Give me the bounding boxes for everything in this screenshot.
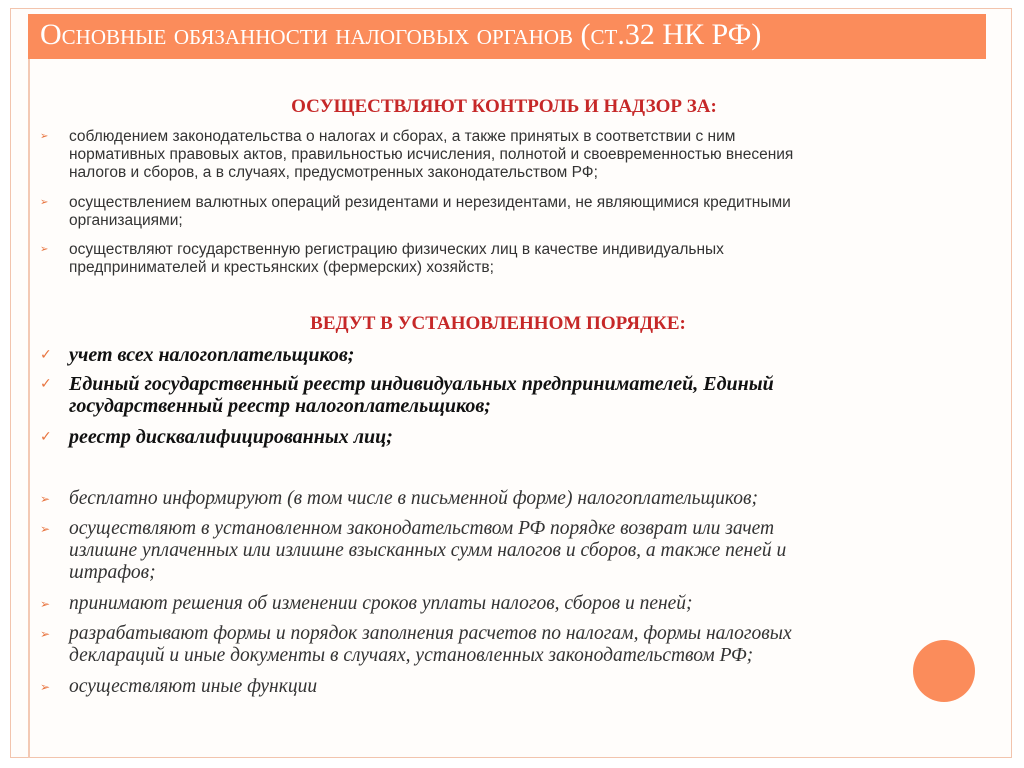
arrow-bullet-icon: ➢ (40, 522, 51, 536)
list-item-line: деклараций и иные документы в случаях, установленных законодательством РФ; (69, 645, 754, 666)
list-item-line: налогов и сборов, а в случаях, предусмотренных законодательством РФ; (69, 164, 598, 181)
list-item-line: реестр дисквалифицированных лиц; (69, 426, 393, 448)
arrow-bullet-icon: ➢ (40, 627, 51, 641)
arrow-bullet-icon: ➢ (40, 597, 51, 611)
list-item-line: бесплатно информируют (в том числе в письменной форме) налогоплательщиков; (69, 488, 759, 509)
list-item (69, 194, 949, 230)
list-item-line: осуществляют иные функции (69, 676, 318, 697)
list-item (69, 488, 949, 510)
list-item-line: осуществлением валютных операций резидентами и нерезидентами, не являющимися кредитными (69, 194, 791, 211)
arrow-bullet-icon: ➢ (40, 197, 49, 208)
list-item-line: осуществляют государственную регистрацию физических лиц в качестве индивидуальных (69, 241, 724, 258)
section-heading-register: ВЕДУТ В УСТАНОВЛЕННОМ ПОРЯДКЕ: (310, 313, 686, 334)
arrow-bullet-icon: ➢ (40, 680, 51, 694)
list-item-line: учет всех налогоплательщиков; (69, 344, 355, 366)
slide-title: Основные обязанности налоговых органов (ст.32 НК РФ) (40, 18, 762, 51)
arrow-bullet-icon: ➢ (40, 492, 51, 506)
list-item (69, 518, 949, 584)
list-item (69, 373, 949, 417)
list-item (69, 128, 949, 182)
list-item (69, 593, 949, 615)
decorative-circle (913, 640, 975, 702)
section-heading-control: ОСУЩЕСТВЛЯЮТ КОНТРОЛЬ И НАДЗОР ЗА: (291, 96, 717, 117)
list-item-line: соблюдением законодательства о налогах и сборах, а также принятых в соответствии с ним (69, 128, 736, 145)
list-item-line: разрабатывают формы и порядок заполнения расчетов по налогам, формы налоговых (69, 623, 792, 644)
list-item-line: организациями; (69, 212, 183, 229)
list-item (69, 623, 949, 667)
list-item (69, 344, 949, 366)
check-bullet-icon: ✓ (40, 376, 52, 392)
list-item-line: излишне уплаченных или излишне взысканных сумм налогов и сборов, а также пеней и (69, 540, 787, 561)
arrow-bullet-icon: ➢ (40, 131, 49, 142)
list-item (69, 676, 949, 698)
list-item (69, 426, 949, 448)
list-item-line: нормативных правовых актов, правильностью исчисления, полнотой и своевременностью внесения (69, 146, 794, 163)
list-item-line: государственный реестр налогоплательщиков; (69, 395, 491, 417)
arrow-bullet-icon: ➢ (40, 244, 49, 255)
list-item-line: Единый государственный реестр индивидуальных предпринимателей, Единый (69, 373, 774, 395)
list-item-line: осуществляют в установленном законодательством РФ порядке возврат или зачет (69, 518, 775, 539)
list-item-line: штрафов; (69, 562, 156, 583)
list-item-line: принимают решения об изменении сроков уплаты налогов, сборов и пеней; (69, 593, 693, 614)
list-item (69, 241, 949, 277)
check-bullet-icon: ✓ (40, 429, 52, 445)
list-item-line: предпринимателей и крестьянских (фермерских) хозяйств; (69, 259, 494, 276)
check-bullet-icon: ✓ (40, 347, 52, 363)
